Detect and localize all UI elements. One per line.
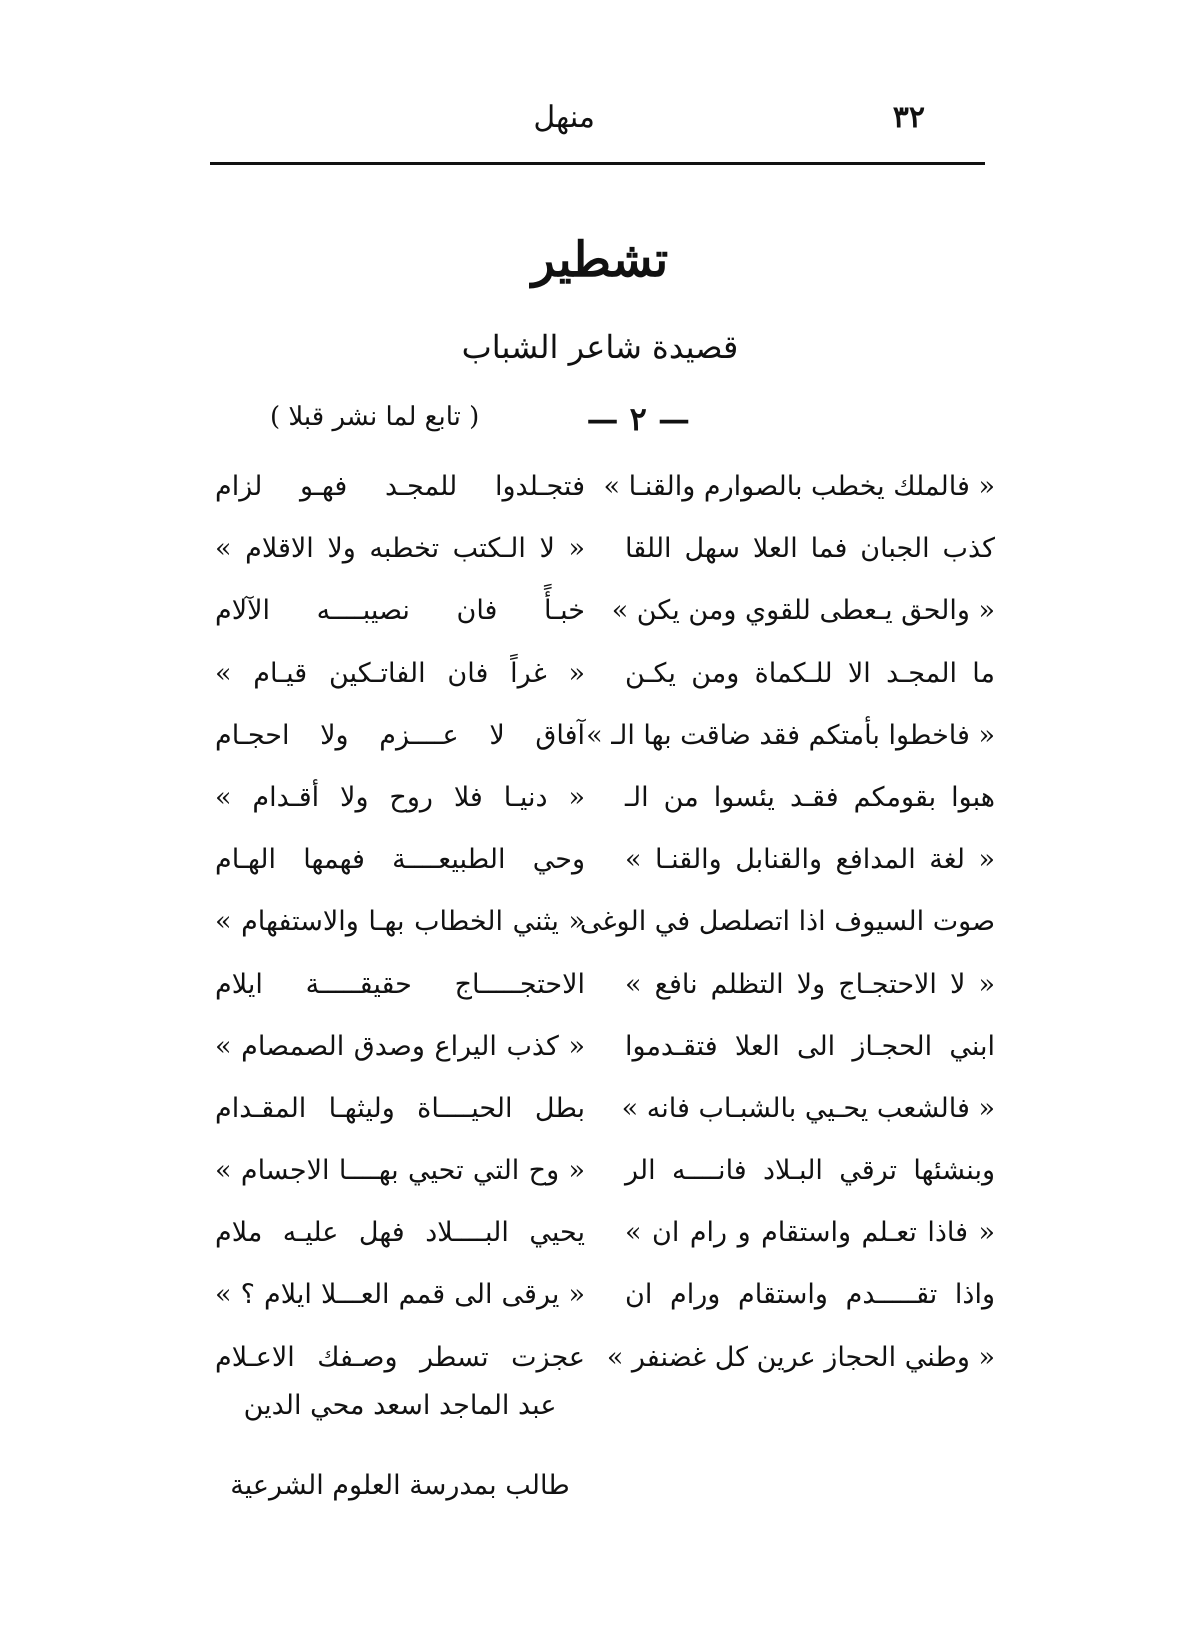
verse [215, 591, 995, 653]
verse [215, 1151, 995, 1213]
hemistich-second: عجزت تسطر وصـفك الاعـلام [215, 1341, 585, 1373]
verse [215, 840, 995, 902]
hemistich-second: آفاق لا عــــزم ولا احجـام [215, 719, 585, 751]
hemistich-second: « وح التي تحيي بهــــا الاجسام » [215, 1155, 585, 1187]
article-title: تشطير [531, 232, 669, 288]
hemistich-second: يحيي البــــلاد فهل عليـه ملام [215, 1217, 585, 1249]
article-subtitle: قصيدة شاعر الشباب [461, 328, 739, 366]
hemistich-first: هبوا بقومكم فقـد يئسوا من الـ [625, 781, 995, 813]
verse [215, 778, 995, 840]
verse [215, 1213, 995, 1275]
verse [215, 1275, 995, 1337]
verse [215, 965, 995, 1027]
page-number: ٣٢ [892, 100, 925, 135]
hemistich-first: واذا تقـــــدم واستقام ورام ان [625, 1279, 995, 1311]
page-header [210, 100, 985, 160]
verse [215, 902, 995, 964]
part-number: — ٢ — [586, 400, 690, 438]
hemistich-second: خبـأً فان نصيبــــه الآلام [215, 595, 585, 627]
author-name: عبد الماجد اسعد محي الدين [243, 1390, 557, 1421]
poem [215, 467, 995, 1400]
hemistich-second: الاحتجـــــاج حقيقـــــة ايلام [215, 968, 585, 1000]
hemistich-second: « لا الـكتب تخطبه ولا الاقلام » [215, 533, 585, 565]
hemistich-second: « كذب اليراع وصدق الصمصام » [215, 1030, 585, 1062]
hemistich-second: بطل الحيــــاة وليثهـا المقـدام [215, 1092, 585, 1124]
hemistich-first: « لغة المدافع والقنابل والقنـا » [625, 844, 995, 876]
hemistich-second: « دنيـا فلا روح ولا أقـدام » [215, 781, 585, 813]
hemistich-first: « فاخطوا بأمتكم فقد ضاقت بها الـ » [586, 719, 995, 751]
hemistich-second: « غراً فان الفاتـكين قيـام » [215, 657, 585, 689]
hemistich-second: فتجـلدوا للمجـد فهـو لزام [215, 471, 585, 502]
hemistich-second: « يرقى الى قمم العـــلا ايلام ؟ » [215, 1279, 585, 1311]
hemistich-first: « وطني الحجاز عرين كل غضنفر » [606, 1341, 995, 1373]
verse [215, 1089, 995, 1151]
hemistich-second: وحي الطبيعــــة فهمها الهـام [215, 844, 585, 876]
verse [215, 467, 995, 529]
hemistich-first: صوت السيوف اذا اتصلصل في الوغى [579, 906, 995, 938]
header-rule [210, 162, 985, 165]
verse [215, 1027, 995, 1089]
hemistich-first: « والحق يـعطى للقوي ومن يكن » [611, 595, 995, 627]
hemistich-first: « فالشعب يحـيي بالشبـاب فانه » [621, 1092, 995, 1124]
part-line [270, 400, 690, 450]
hemistich-first: ابني الحجـاز الى العلا فتقـدموا [625, 1030, 995, 1062]
author-affiliation: طالب بمدرسة العلوم الشرعية [230, 1470, 570, 1501]
hemistich-first: كذب الجبان فما العلا سهل اللقا [625, 533, 995, 565]
hemistich-first: ما المجـد الا للـكماة ومن يكـن [625, 657, 995, 689]
hemistich-first: وبنشئها ترقي البـلاد فانــــه الر [625, 1155, 995, 1187]
hemistich-second: « يثني الخطاب بهـا والاستفهام » [215, 906, 585, 938]
hemistich-first: « فاذا تعـلم واستقام و رام ان » [625, 1217, 995, 1249]
verse [215, 529, 995, 591]
verse [215, 716, 995, 778]
verse [215, 654, 995, 716]
continued-note: ( تابع لما نشر قبلا ) [270, 402, 480, 432]
hemistich-first: « لا الاحتجـاج ولا التظلم نافع » [625, 968, 995, 1000]
hemistich-first: « فالملك يخطب بالصوارم والقنـا » [603, 471, 995, 502]
running-title: منهل [533, 100, 595, 135]
